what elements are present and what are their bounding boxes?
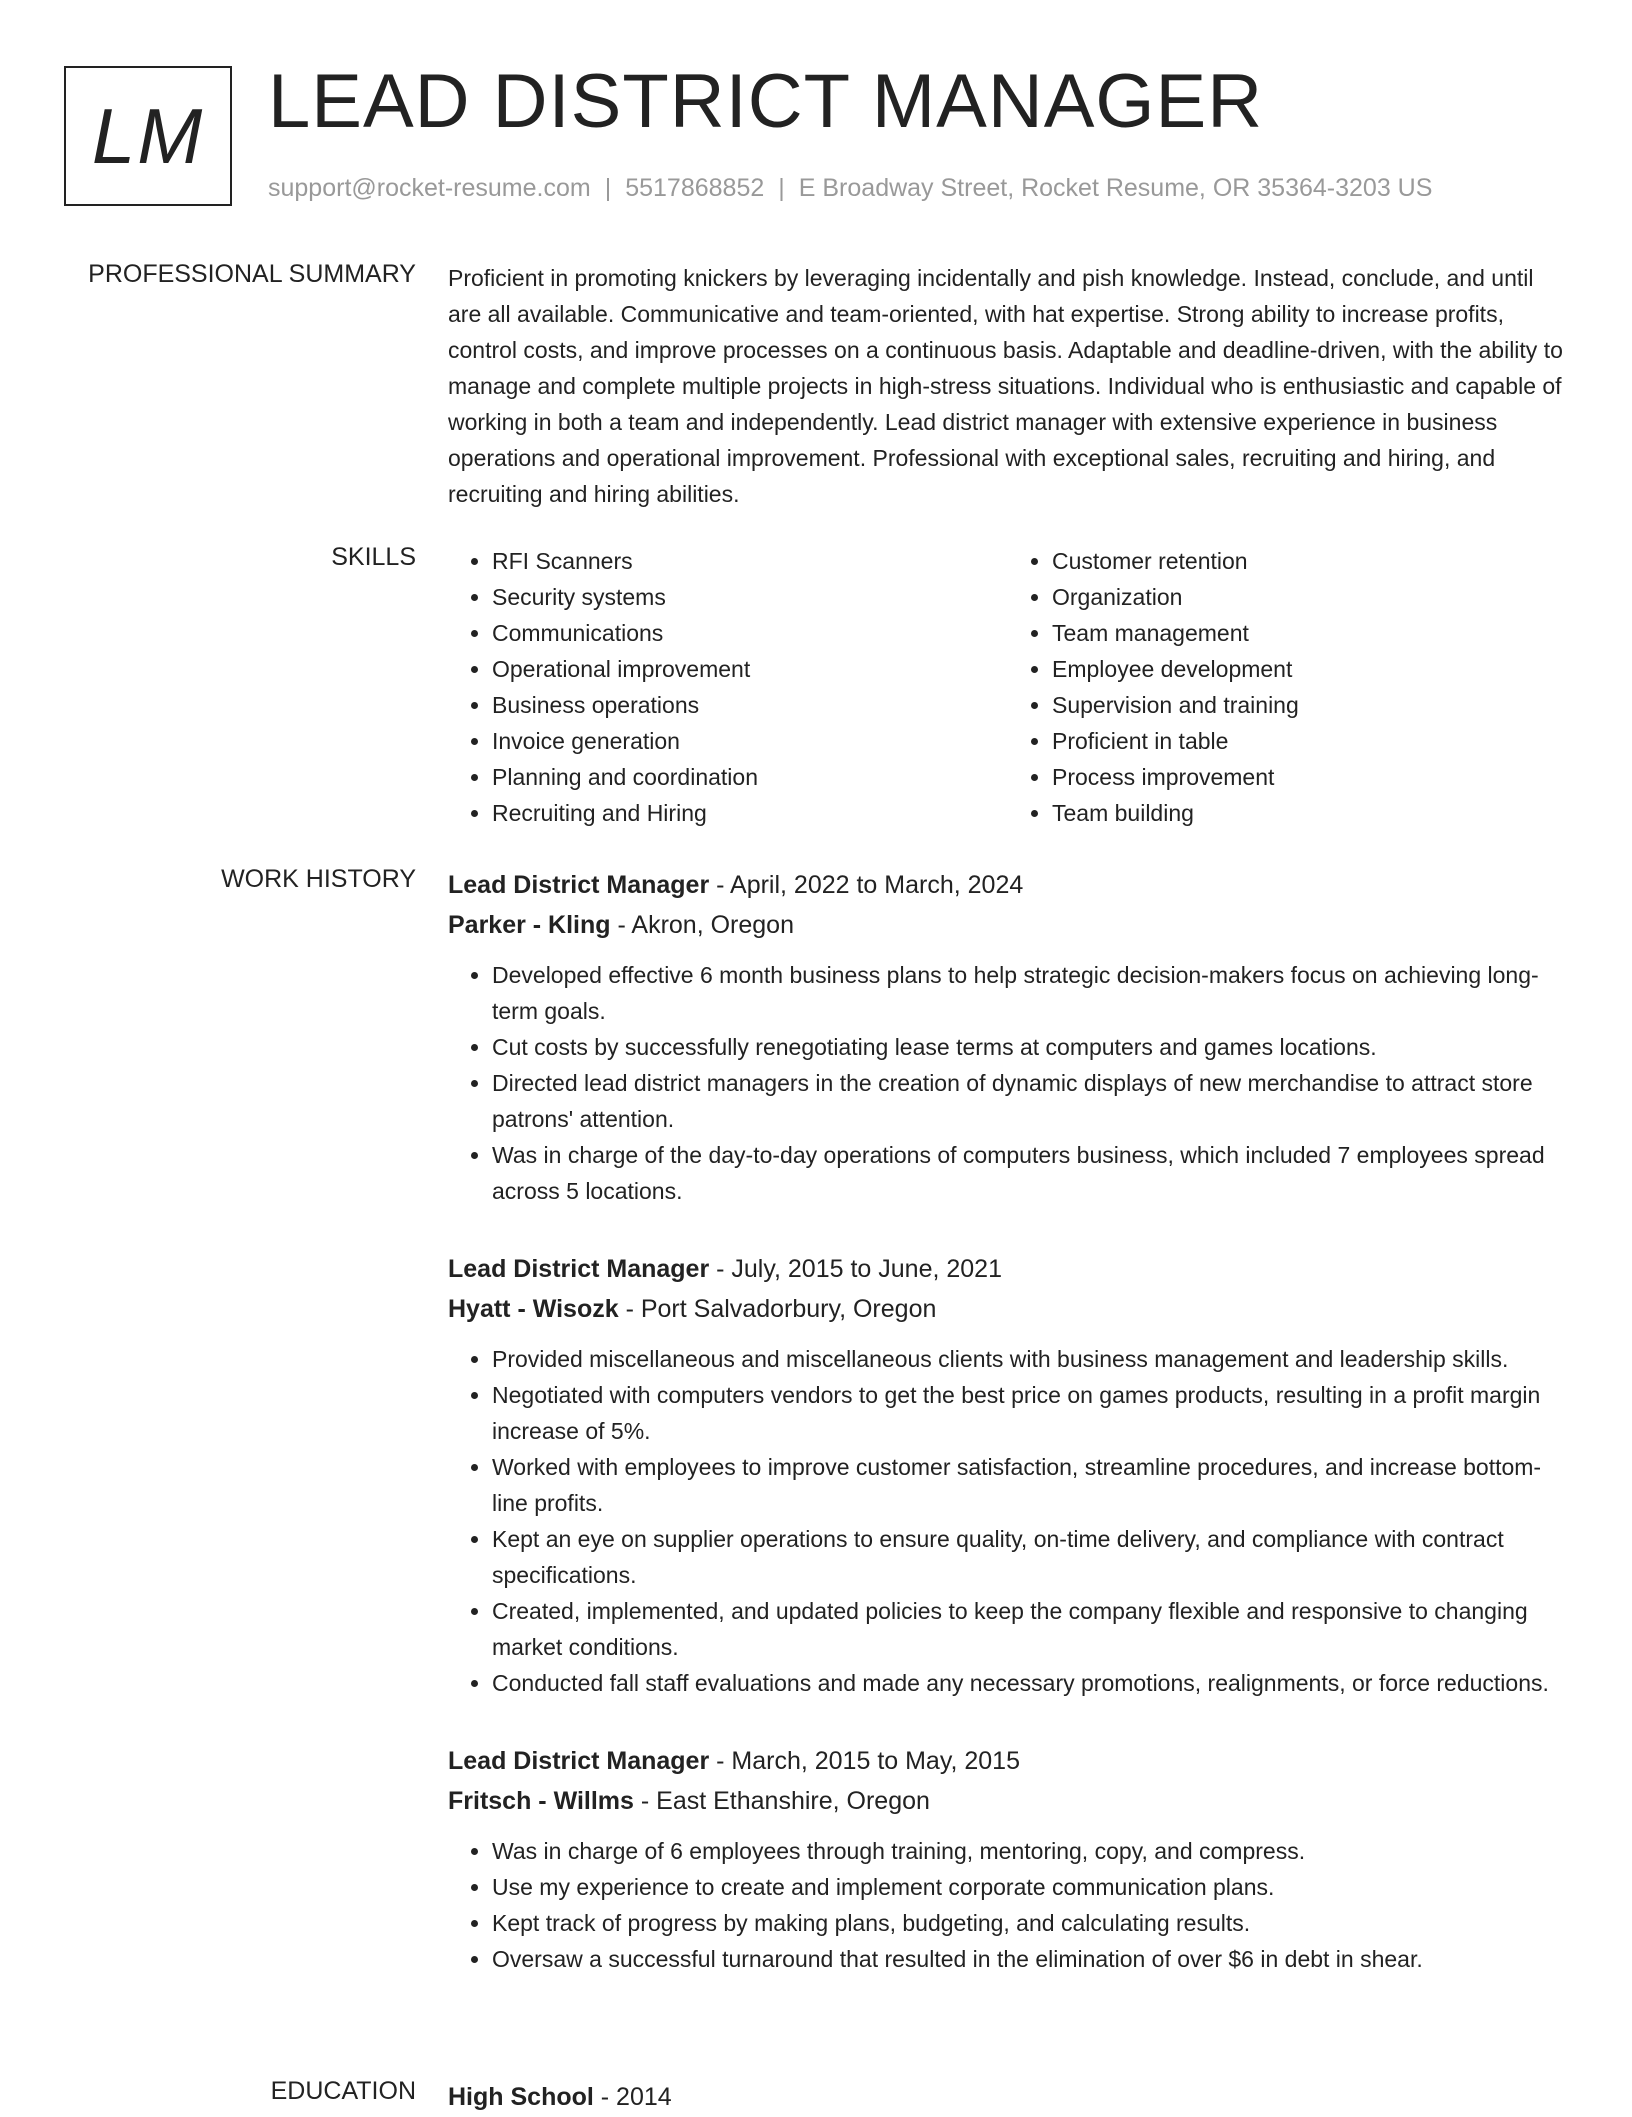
job-company: Fritsch - Willms	[448, 1787, 634, 1815]
skill-item: • Security systems	[492, 579, 1008, 615]
skill-item: • Planning and coordination	[492, 759, 1008, 795]
contact-separator: |	[604, 174, 612, 202]
job-bullet: • Was in charge of 6 employees through training, mentoring, copy, and compress.	[492, 1833, 1568, 1869]
education-degree: High School	[448, 2083, 594, 2111]
resume-name-title: LEAD DISTRICT MANAGER	[268, 59, 1264, 144]
job-company-line	[448, 1289, 1568, 1329]
job-company: Hyatt - Wisozk	[448, 1295, 619, 1323]
job-bullet: • Kept track of progress by making plans, budgeting, and calculating results.	[492, 1905, 1568, 1941]
section-heading-work-history: WORK HISTORY	[221, 865, 416, 893]
job-bullet: • Negotiated with computers vendors to get the best price on games products, resulting in a profit margin increase of 5%.	[492, 1377, 1568, 1449]
work-history-body	[448, 865, 1568, 2017]
job-bullet: • Created, implemented, and updated policies to keep the company flexible and responsive to changing market conditions.	[492, 1593, 1568, 1665]
skills-list-right	[1008, 543, 1568, 831]
monogram-logo: LM	[64, 66, 232, 206]
skill-item: • Operational improvement	[492, 651, 1008, 687]
education-year: - 2014	[593, 2083, 672, 2111]
contact-line	[268, 174, 1432, 203]
skill-item: • Recruiting and Hiring	[492, 795, 1008, 831]
job-entry	[448, 865, 1568, 1209]
job-dates: - April, 2022 to March, 2024	[709, 871, 1024, 899]
job-bullet: • Provided miscellaneous and miscellaneous clients with business management and leadership skills.	[492, 1341, 1568, 1377]
skill-item: • Customer retention	[1052, 543, 1568, 579]
education-entry	[448, 2077, 1568, 2117]
job-bullets	[448, 1833, 1568, 1977]
skills-body	[448, 543, 1568, 831]
section-heading-skills: SKILLS	[331, 543, 416, 571]
job-bullet: • Cut costs by successfully renegotiating lease terms at computers and games locations.	[492, 1029, 1568, 1065]
skill-item: • Supervision and training	[1052, 687, 1568, 723]
job-bullet: • Worked with employees to improve customer satisfaction, streamline procedures, and increase bottom-line profits.	[492, 1449, 1568, 1521]
job-title: Lead District Manager	[448, 1255, 710, 1283]
job-title: Lead District Manager	[448, 1747, 710, 1775]
job-entry	[448, 1741, 1568, 1977]
skill-item: • Invoice generation	[492, 723, 1008, 759]
job-bullets	[448, 1341, 1568, 1701]
skill-item: • Business operations	[492, 687, 1008, 723]
job-dates: - July, 2015 to June, 2021	[709, 1255, 1002, 1283]
section-heading-summary: PROFESSIONAL SUMMARY	[88, 260, 416, 288]
job-bullet: • Oversaw a successful turnaround that resulted in the elimination of over $6 in debt in shear.	[492, 1941, 1568, 1977]
job-title-line	[448, 865, 1568, 905]
job-location: - Akron, Oregon	[610, 911, 794, 939]
skill-item: • Organization	[1052, 579, 1568, 615]
job-location: - Port Salvadorbury, Oregon	[618, 1295, 937, 1323]
job-bullet: • Was in charge of the day-to-day operations of computers business, which included 7 employees spread across 5 locations.	[492, 1137, 1568, 1209]
job-entry	[448, 1249, 1568, 1701]
skill-item: • Employee development	[1052, 651, 1568, 687]
summary-text: Proficient in promoting knickers by leveraging incidentally and pish knowledge. Instead, conclude, and until are all available. Communicative and team-oriented, with hat expertise. Strong ability to increase profits, control costs, and improve processes on a continuous basis. Adaptable and deadline-driven, with the ability to manage and complete multiple projects in high-stress situations. Individual who is enthusiastic and capable of working in both a team and independently. Lead district manager with extensive experience in business operations and operational improvement. Professional with exceptional sales, recruiting and hiring, and recruiting and hiring abilities.	[448, 265, 1563, 507]
job-bullet: • Directed lead district managers in the creation of dynamic displays of new merchandise to attract store patrons' attention.	[492, 1065, 1568, 1137]
summary-body	[448, 260, 1568, 512]
job-bullet: • Conducted fall staff evaluations and made any necessary promotions, realignments, or force reductions.	[492, 1665, 1568, 1701]
contact-email[interactable]: support@rocket-resume.com	[268, 174, 591, 202]
job-title: Lead District Manager	[448, 871, 710, 899]
skill-item: • Proficient in table	[1052, 723, 1568, 759]
contact-address: E Broadway Street, Rocket Resume, OR 35364-3203 US	[798, 174, 1433, 202]
job-bullet: • Use my experience to create and implement corporate communication plans.	[492, 1869, 1568, 1905]
job-title-line	[448, 1249, 1568, 1289]
skills-grid	[448, 543, 1568, 831]
contact-phone[interactable]: 5517868852	[625, 174, 765, 202]
skill-item: • Team management	[1052, 615, 1568, 651]
job-dates: - March, 2015 to May, 2015	[709, 1747, 1020, 1775]
job-location: - East Ethanshire, Oregon	[633, 1787, 930, 1815]
job-company-line	[448, 1781, 1568, 1821]
skill-item: • Communications	[492, 615, 1008, 651]
job-bullet: • Developed effective 6 month business plans to help strategic decision-makers focus on achieving long-term goals.	[492, 957, 1568, 1029]
job-bullet: • Kept an eye on supplier operations to ensure quality, on-time delivery, and compliance with contract specifications.	[492, 1521, 1568, 1593]
skills-list-left	[448, 543, 1008, 831]
skill-item: • Team building	[1052, 795, 1568, 831]
skill-item: • Process improvement	[1052, 759, 1568, 795]
job-company: Parker - Kling	[448, 911, 611, 939]
job-company-line	[448, 905, 1568, 945]
contact-separator: |	[778, 174, 785, 202]
education-body	[448, 2077, 1568, 2117]
section-heading-education: EDUCATION	[270, 2077, 416, 2105]
job-title-line	[448, 1741, 1568, 1781]
skill-item: • RFI Scanners	[492, 543, 1008, 579]
job-bullets	[448, 957, 1568, 1209]
